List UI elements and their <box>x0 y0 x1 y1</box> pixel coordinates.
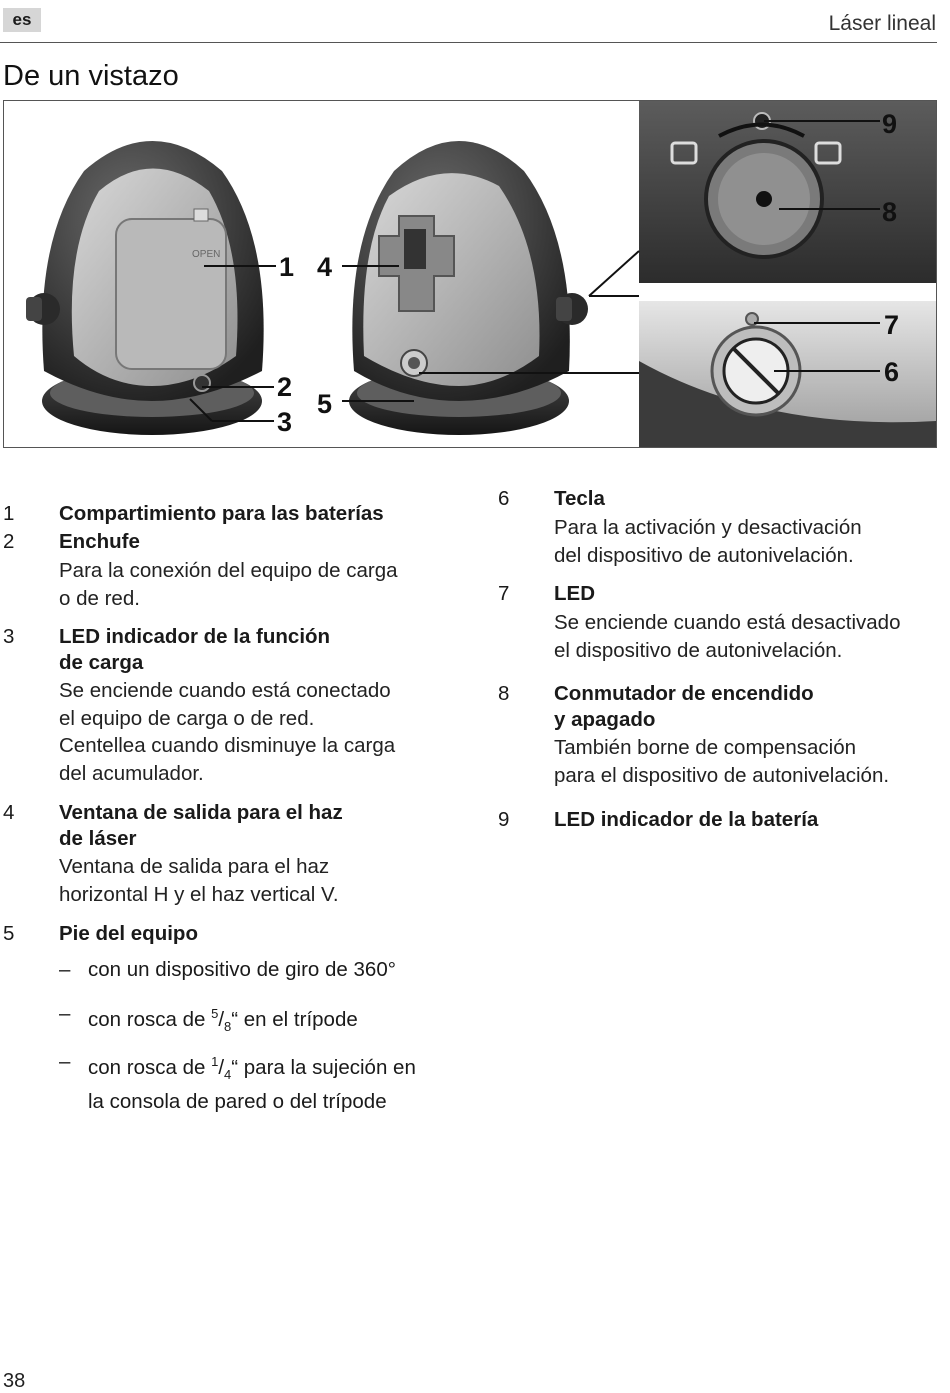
svg-text:OPEN: OPEN <box>192 249 221 260</box>
header-divider <box>0 42 937 43</box>
callout-3: 3 <box>277 407 293 437</box>
device-illustration <box>4 101 936 447</box>
section-title: Láser lineal <box>828 12 936 35</box>
device-overview-figure <box>3 100 937 448</box>
page-title: De un vistazo <box>3 60 179 92</box>
callout-4: 4 <box>317 252 333 282</box>
callout-2: 2 <box>277 372 293 402</box>
language-tag: es <box>3 8 41 32</box>
device-front-view <box>26 141 264 435</box>
page-number: 38 <box>3 1370 26 1392</box>
callout-8: 8 <box>882 197 898 227</box>
callout-9: 9 <box>882 109 898 139</box>
callout-1: 1 <box>279 252 295 282</box>
callout-5: 5 <box>317 389 333 419</box>
device-side-view <box>349 141 588 435</box>
callout-6: 6 <box>884 357 900 387</box>
callout-7: 7 <box>884 310 900 340</box>
